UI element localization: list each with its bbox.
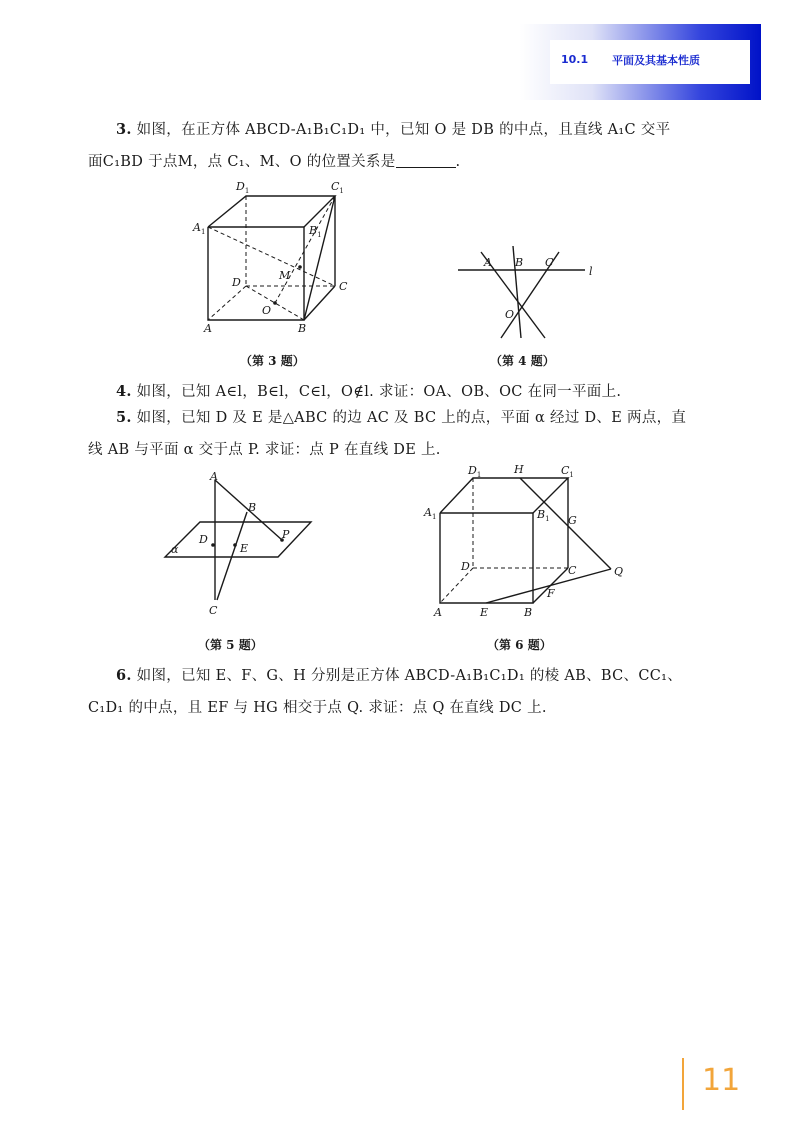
- label-l: l: [589, 265, 593, 278]
- question-number: 3.: [116, 121, 132, 138]
- figure-3-caption: （第 3 题）: [240, 354, 305, 368]
- label-d: D: [461, 560, 470, 573]
- label-d1: $D_1$: [236, 180, 250, 195]
- label-d1: $D_1$: [468, 464, 482, 479]
- figure-6-caption: （第 6 题）: [487, 638, 552, 652]
- label-a1: $A_1$: [193, 221, 206, 236]
- label-a: A: [204, 322, 212, 335]
- label-p: P: [282, 528, 290, 541]
- label-e: E: [240, 542, 249, 555]
- label-o: O: [262, 304, 272, 317]
- question-text: 线 AB 与平面 α 交于点 P. 求证：点 P 在直线 DE 上.: [88, 442, 441, 458]
- label-o: O: [505, 308, 515, 321]
- label-b: B: [524, 606, 533, 619]
- label-a1: $A_1$: [424, 506, 437, 521]
- question-6: [88, 660, 718, 724]
- label-g: G: [568, 514, 577, 527]
- question-text: 面C₁BD 于点M，点 C₁、M、O 的位置关系是: [88, 154, 396, 170]
- label-a: A: [210, 470, 218, 483]
- label-b: B: [298, 322, 307, 335]
- page-number-bar: [682, 1058, 684, 1110]
- label-h: H: [514, 463, 524, 476]
- section-title: 平面及其基本性质: [612, 54, 700, 67]
- label-c: C: [545, 256, 554, 269]
- figure-4-caption: （第 4 题）: [490, 354, 555, 368]
- label-c1: $C_1$: [331, 180, 344, 195]
- question-number: 4.: [116, 383, 132, 400]
- question-text: 如图，已知 E、F、G、H 分别是正方体 ABCD-A₁B₁C₁D₁ 的棱 AB、BC、CC₁、: [136, 668, 683, 684]
- label-b1: $B_1$: [537, 508, 550, 523]
- label-a: A: [484, 256, 492, 269]
- question-text: 如图，在正方体 ABCD-A₁B₁C₁D₁ 中，已知 O 是 DB 的中点，且直线 A₁C 交平: [136, 122, 671, 138]
- question-number: 5.: [116, 409, 132, 426]
- label-alpha: α: [171, 543, 179, 556]
- label-c: C: [339, 280, 348, 293]
- page-number: 11: [702, 1063, 741, 1098]
- question-text: 如图，已知 A∈l，B∈l，C∈l，O∉l. 求证：OA、OB、OC 在同一平面上.: [136, 384, 622, 400]
- question-text: 如图，已知 D 及 E 是△ABC 的边 AC 及 BC 上的点，平面 α 经过 D、E 两点，直: [136, 410, 687, 426]
- label-d: D: [232, 276, 241, 289]
- label-q: Q: [614, 565, 624, 578]
- question-number: 6.: [116, 667, 132, 684]
- label-c1: $C_1$: [561, 464, 574, 479]
- label-d: D: [199, 533, 208, 546]
- label-b1: $B_1$: [309, 224, 322, 239]
- figure-5-caption: （第 5 题）: [198, 638, 263, 652]
- label-f: F: [547, 587, 555, 600]
- label-b: B: [248, 501, 257, 514]
- label-a: A: [434, 606, 442, 619]
- label-m: M: [279, 269, 291, 282]
- label-c: C: [209, 604, 218, 617]
- label-b: B: [515, 256, 524, 269]
- label-e: E: [480, 606, 489, 619]
- label-c: C: [568, 564, 577, 577]
- question-text: C₁D₁ 的中点，且 EF 与 HG 相交于点 Q. 求证：点 Q 在直线 DC 上.: [88, 700, 547, 716]
- section-number: 10.1: [561, 53, 589, 66]
- question-3: 3. 如图，在正方体 ABCD-A₁B₁C₁D₁ 中，已知 O 是 DB 的中点，且直线 A₁C 交平 面C₁BD 于点M，点 C₁、M、O 的位置关系是 .: [88, 121, 671, 170]
